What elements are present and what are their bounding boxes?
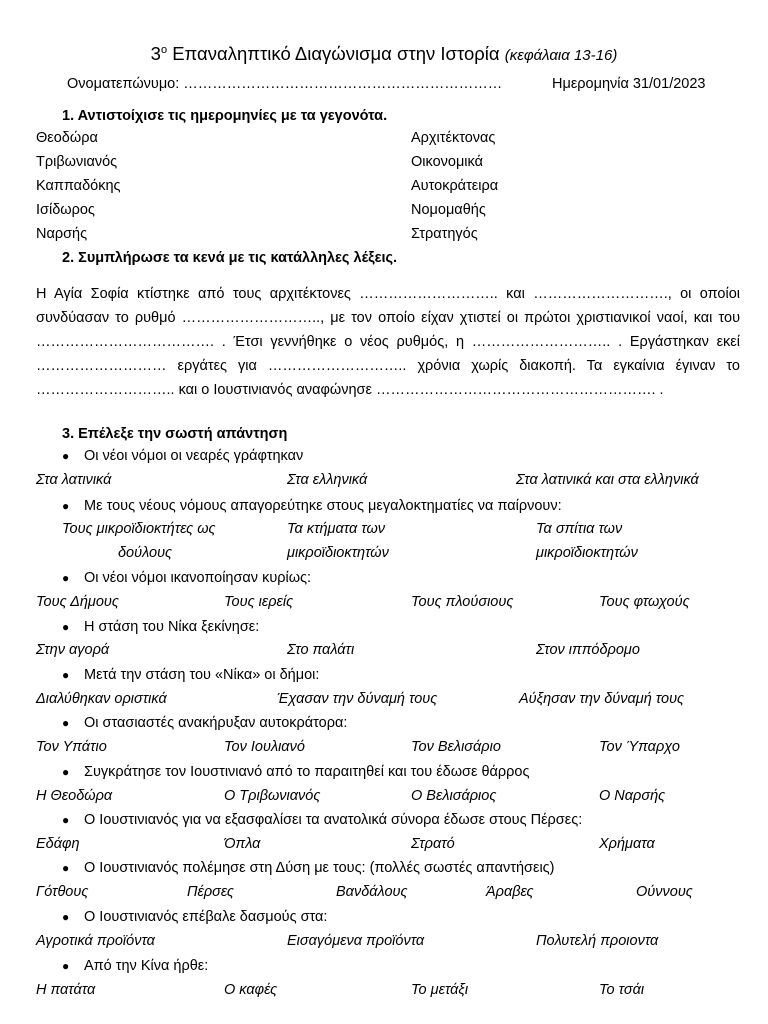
date-label: Ημερομηνία 31/01/2023: [552, 76, 706, 92]
q1-left-item: Καππαδόκης: [36, 178, 121, 194]
answer-option[interactable]: δούλους: [118, 545, 173, 561]
answer-option[interactable]: Εδάφη: [36, 836, 80, 852]
answer-option[interactable]: Διαλύθηκαν οριστικά: [36, 691, 167, 707]
answer-option[interactable]: Στα λατινικά: [36, 472, 112, 488]
title-number: 3: [150, 43, 161, 64]
answer-option[interactable]: Τον Ιουλιανό: [224, 739, 305, 755]
answer-option[interactable]: μικροϊδιοκτητών: [536, 545, 638, 561]
answer-option[interactable]: Τους πλούσιους: [411, 594, 514, 610]
answer-option[interactable]: Το μετάξι: [411, 982, 469, 998]
bullet-icon: ●: [62, 813, 70, 827]
answer-option[interactable]: Αγροτικά προϊόντα: [36, 933, 155, 949]
bullet-icon: ●: [62, 716, 70, 730]
bullet-icon: ●: [62, 959, 70, 973]
answer-option[interactable]: Πέρσες: [187, 884, 234, 900]
answer-option[interactable]: Η πατάτα: [36, 982, 96, 998]
answer-option[interactable]: Στον ιππόδρομο: [536, 642, 640, 658]
q1-right-item: Νομομαθής: [411, 202, 486, 218]
answer-option[interactable]: Τον Υπάτιο: [36, 739, 107, 755]
q1-left-item: Θεοδώρα: [36, 130, 98, 146]
answer-option[interactable]: Γότθους: [36, 884, 89, 900]
bullet-icon: ●: [62, 668, 70, 682]
q3-question: Ο Ιουστινιανός πολέμησε στη Δύση με τους: (πολλές σωστές απαντήσεις): [84, 860, 555, 876]
answer-option[interactable]: Τους Δήμους: [36, 594, 119, 610]
answer-option[interactable]: Στο παλάτι: [287, 642, 355, 658]
q3-heading: 3. Επέλεξε την σωστή απάντηση: [62, 426, 288, 442]
answer-option[interactable]: μικροϊδιοκτητών: [287, 545, 389, 561]
answer-option[interactable]: Στην αγορά: [36, 642, 110, 658]
title-main: Επαναληπτικό Διαγώνισμα στην Ιστορία: [167, 43, 500, 64]
q1-right-item: Στρατηγός: [411, 226, 478, 242]
q3-question: Μετά την στάση του «Νίκα» οι δήμοι:: [84, 667, 320, 683]
answer-option[interactable]: Πολυτελή προιοντα: [536, 933, 659, 949]
answer-option[interactable]: Αύξησαν την δύναμή τους: [519, 691, 685, 707]
q3-question: Οι νέοι νόμοι ικανοποίησαν κυρίως:: [84, 570, 312, 586]
q1-left-item: Ναρσής: [36, 226, 88, 242]
q1-left-item: Τριβωνιανός: [36, 154, 118, 170]
answer-option[interactable]: Χρήματα: [599, 836, 655, 852]
title-chapters: (κεφάλαια 13-16): [504, 47, 618, 64]
q1-heading: 1. Αντιστοίχισε τις ημερομηνίες με τα γεγονότα.: [62, 108, 388, 124]
answer-option[interactable]: Ο Τριβωνιανός: [224, 788, 321, 804]
answer-option[interactable]: Στα λατινικά και στα ελληνικά: [516, 472, 699, 488]
q3-question: Συγκράτησε τον Ιουστινιανό από το παραιτηθεί και του έδωσε θάρρος: [84, 764, 530, 780]
answer-option[interactable]: Τα σπίτια των: [536, 521, 623, 537]
answer-option[interactable]: Ούννους: [636, 884, 693, 900]
q3-question: Οι νέοι νόμοι οι νεαρές γράφτηκαν: [84, 448, 304, 464]
answer-option[interactable]: Ο Ναρσής: [599, 788, 666, 804]
title-ordinal: ο: [160, 44, 168, 56]
answer-option[interactable]: Όπλα: [224, 836, 261, 852]
answer-option[interactable]: Άραβες: [486, 884, 534, 900]
answer-option[interactable]: Ο καφές: [224, 982, 278, 998]
q3-question: Ο Ιουστινιανός για να εξασφαλίσει τα ανατολικά σύνορα έδωσε στους Πέρσες:: [84, 812, 583, 828]
q1-left-item: Ισίδωρος: [36, 202, 95, 218]
bullet-icon: ●: [62, 765, 70, 779]
bullet-icon: ●: [62, 620, 70, 634]
q1-right-item: Αρχιτέκτονας: [411, 130, 496, 146]
bullet-icon: ●: [62, 449, 70, 463]
bullet-icon: ●: [62, 910, 70, 924]
q3-question: Η στάση του Νίκα ξεκίνησε:: [84, 619, 260, 635]
answer-option[interactable]: Τα κτήματα των: [287, 521, 386, 537]
q2-heading: 2. Συμπλήρωσε τα κενά με τις κατάλληλες λέξεις.: [62, 250, 398, 266]
answer-option[interactable]: Τον Ύπαρχο: [599, 739, 680, 755]
q3-question: Από την Κίνα ήρθε:: [84, 958, 209, 974]
answer-option[interactable]: Στρατό: [411, 836, 455, 852]
q1-right-item: Αυτοκράτειρα: [411, 178, 499, 194]
q3-question: Με τους νέους νόμους απαγορεύτηκε στους μεγαλοκτηματίες να παίρνουν:: [84, 498, 562, 514]
answer-option[interactable]: Ο Βελισάριος: [411, 788, 497, 804]
answer-option[interactable]: Βανδάλους: [336, 884, 408, 900]
answer-option[interactable]: Τον Βελισάριο: [411, 739, 501, 755]
answer-option[interactable]: Έχασαν την δύναμή τους: [277, 691, 438, 707]
q2-paragraph: Η Αγία Σοφία κτίστηκε από τους αρχιτέκτονες ……………………….. και ………………………., οι οποίοι συνδύασαν το ρυθμό ……………………….., με τον οποίο είχαν χτιστεί οι πρώτοι χριστιανικοί ναοί, και του ………………………………. . Έτσι γεννήθηκε ο νέος ρυθμός, η ……………………….. . Εργάστηκαν εκεί ……………………… εργάτες για ……………………….. χρόνια χωρίς διακοπή. Τα εγκαίνια έγιναν το ……………………….. και ο Ιουστινιανός αναφώνησε …………………………………………………. .: [36, 286, 740, 398]
name-field[interactable]: Ονοματεπώνυμο: …………………………………………………………: [67, 76, 503, 92]
answer-option[interactable]: Τους ιερείς: [224, 594, 294, 610]
bullet-icon: ●: [62, 861, 70, 875]
answer-option[interactable]: Η Θεοδώρα: [36, 788, 113, 804]
q2-fill-text: [36, 282, 740, 402]
q3-question: Ο Ιουστινιανός επέβαλε δασμούς στα:: [84, 909, 328, 925]
page-title: [0, 38, 768, 68]
q1-right-item: Οικονομικά: [411, 154, 483, 170]
q3-question: Οι στασιαστές ανακήρυξαν αυτοκράτορα:: [84, 715, 348, 731]
bullet-icon: ●: [62, 571, 70, 585]
answer-option[interactable]: Στα ελληνικά: [287, 472, 368, 488]
answer-option[interactable]: Τους φτωχούς: [599, 594, 690, 610]
answer-option[interactable]: Εισαγόμενα προϊόντα: [287, 933, 425, 949]
answer-option[interactable]: Το τσάι: [599, 982, 645, 998]
bullet-icon: ●: [62, 499, 70, 513]
answer-option[interactable]: Τους μικροϊδιοκτήτες ως: [62, 521, 216, 537]
